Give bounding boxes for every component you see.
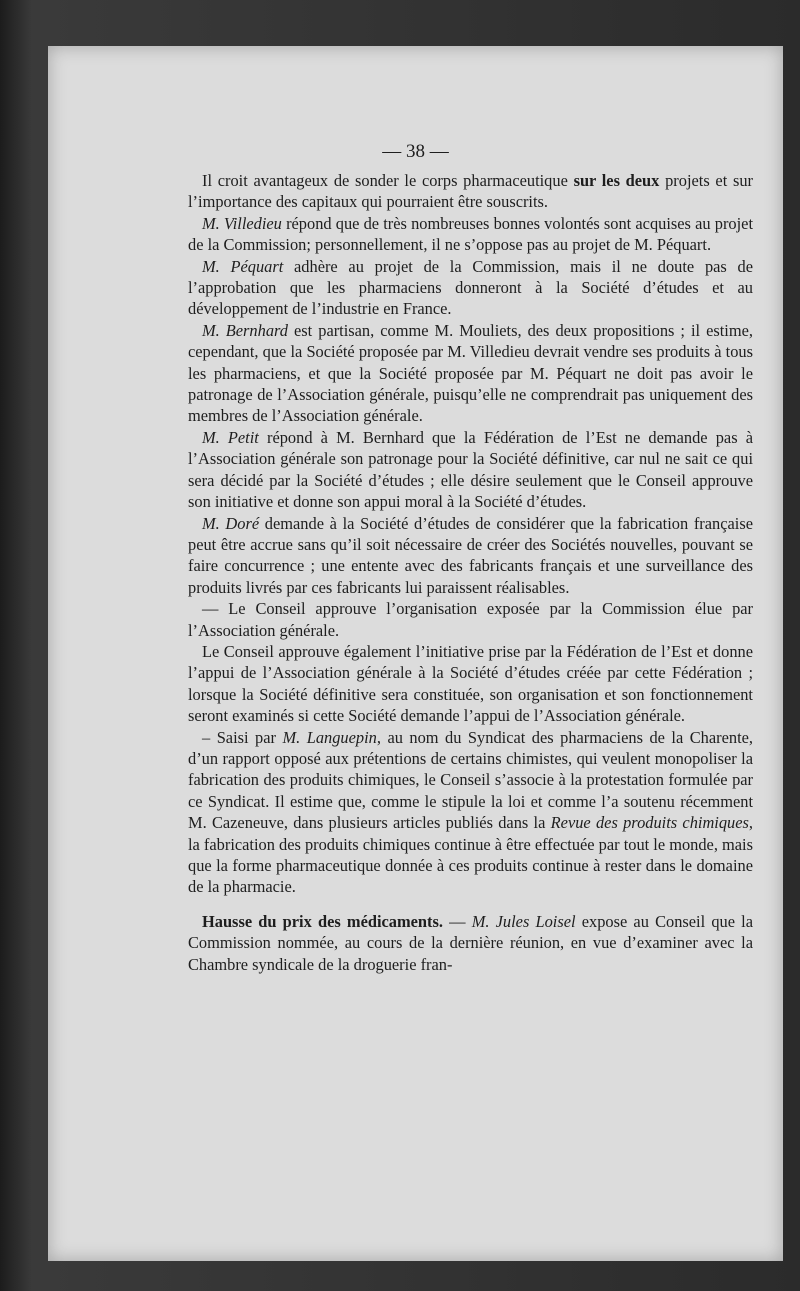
paragraph (188, 213, 753, 256)
italic-text: M. Villedieu (202, 213, 282, 233)
paragraph (188, 598, 753, 641)
text-run: expose au Conseil que la Commission nommée, au cours de la dernière réunion, en vue d’examiner avec la Chambre syndicale de la droguerie fran- (188, 911, 754, 974)
text-run: projets et sur l’importance des capitaux qui pourraient être souscrits. (188, 171, 753, 212)
paragraph (188, 320, 753, 427)
text-run: — (442, 911, 472, 931)
paragraph (188, 427, 753, 513)
italic-text: M. Péquart (202, 256, 284, 276)
bold-text: Hausse du prix des médicaments. (202, 911, 443, 931)
paragraph (188, 727, 753, 898)
italic-text: M. Jules Loisel (471, 911, 576, 931)
text-run: répond à M. Bernhard que la Fédération de l’Est ne demande pas à l’Association générale son patronage pour la Société définitive, car nul ne sait ce qui sera décidé par la Société d’études ; elle désire seulement que le Conseil approuve son initiative et donne son appui moral à la Société d’études. (188, 427, 753, 512)
text-run: Il croit avantageux de sonder le corps pharmaceutique (202, 171, 574, 190)
paragraph (188, 170, 753, 213)
text-run: répond que de très nombreuses bonnes volontés sont acquises au projet de la Commission; personnellement, il ne s’oppose pas au projet de M. Péquart. (188, 213, 753, 255)
text-run: Le Conseil approuve également l’initiative prise par la Fédération de l’Est et donne l’appui de l’Association générale à la Société d’études créée par cette Fédération ; lorsque la Société définitive sera constituée, son organisation et son fonctionnement seront examinés si cette Société demande l’appui de l’Association générale. (188, 641, 753, 726)
text-run: — Le Conseil approuve l’organisation exposée par la Commission élue par l’Association générale. (188, 599, 753, 640)
text-run: est partisan, comme M. Mouliets, des deux propositions ; il estime, cependant, que la Société proposée par M. Villedieu devrait vendre ses produits à tous les pharmaciens, et que la Société proposée par M. Péquart ne doit pas avoir le patronage de l’Association générale, puisqu’elle ne comprendrait pas uniquement des membres de l’Association générale. (188, 320, 753, 426)
page-number: — 38 — (382, 141, 449, 162)
italic-text: M. Doré (202, 513, 260, 533)
body-text (188, 170, 753, 975)
text-run: – Saisi par (202, 727, 283, 747)
italic-text: M. Petit (202, 427, 259, 447)
paragraph (188, 513, 753, 599)
text-run: adhère au projet de la Commission, mais il ne doute pas de l’approbation que les pharmaciens donneront à la Société d’études et au développement de l’industrie en France. (188, 256, 753, 319)
text-run: demande à la Société d’études de considérer que la fabrication française peut être accrue sans qu’il soit nécessaire de créer des Sociétés nouvelles, pouvant se faire concurrence ; une entente avec des fabricants français et une surveillance des produits livrés par ces fabricants lui paraissent réalisables. (188, 513, 753, 597)
text-run: , la fabrication des produits chimiques continue à être effectuée par tout le monde, mais que la forme pharmaceutique donnée à ces produits continue à rester dans le domaine de la pharmacie. (188, 813, 753, 897)
italic-text: Revue des produits chimiques (550, 813, 749, 833)
section-paragraph (188, 911, 753, 975)
italic-text: M. Bernhard (202, 320, 288, 340)
italic-text: M. Languepin (282, 727, 377, 747)
bold-text: sur les deux (573, 171, 660, 190)
paragraph (188, 256, 753, 320)
text-run: , au nom du Syndicat des pharmaciens de la Charente, d’un rapport opposé aux prétentions de certains chimistes, qui veulent monopoliser la fabrication des produits chimiques, le Conseil s’associe à la protestation formulée par ce Syndicat. Il estime que, comme le stipule la loi et comme l’a soutenu récemment M. Cazeneuve, dans plusieurs articles publiés dans la (188, 727, 753, 833)
paragraph (188, 641, 753, 727)
